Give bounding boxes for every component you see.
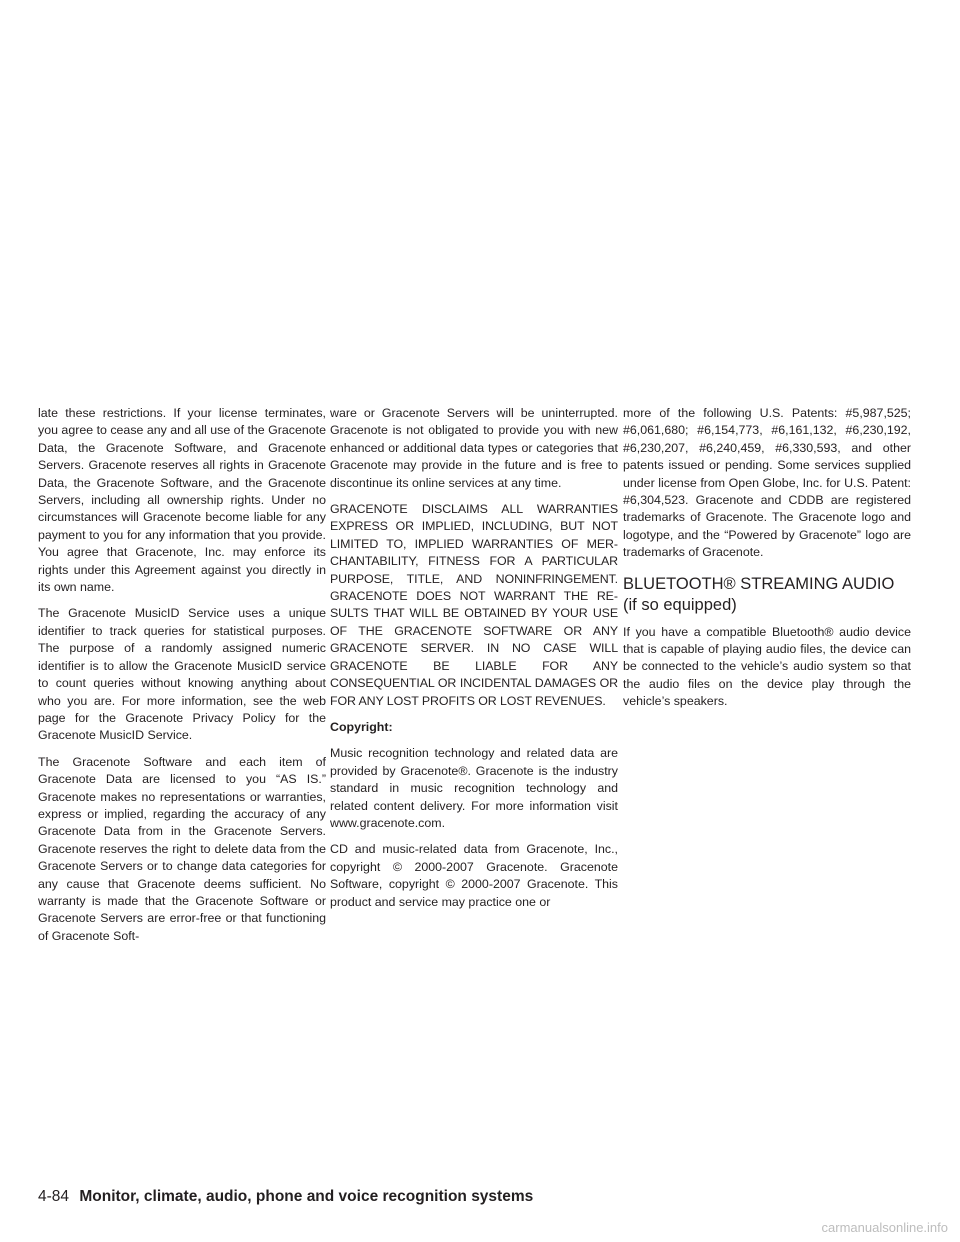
section-title [623,574,911,616]
page-number: 4-84 [38,1188,70,1205]
paragraph: The Gracenote Software and each item of Gracenote Data are licensed to you “AS IS.” Gracenote makes no representations or warranties, express or implied, regarding the accuracy of any Gracenote Data from in the Gracenote Servers. Gracenote reserves the right to delete data from the Gracenote Servers or to change data categories for any cause that Gracenote deems sufficient. No warranty is made that the Gracenote Software or Gracenote Servers are error-free or that functioning of Gracenote Soft- [38,754,326,943]
text-column-3 [623,405,911,720]
page-footer [38,1188,533,1206]
chapter-title: Monitor, climate, audio, phone and voice recognition systems [79,1188,534,1205]
paragraph: CD and music-related data from Gracenote, Inc., copyright © 2000-2007 Gracenote. Gracenote Software, copyright © 2000-2007 Gracenote. This product and service may practice one or [330,842,618,909]
paragraph: late these restrictions. If your license terminates, you agree to cease any and all use of the Gracenote Data, the Gracenote Software, and Gracenote Servers. Gracenote reserves all rights in Gracenote Data, the Gracenote Software, and the Gracenote Servers, including all ownership rights. Under no circumstances will Gracenote become liable for any payment to you for any information that you provide. You agree that Gracenote, Inc. may enforce its rights under this Agreement against you directly in its own name. [38,406,326,595]
watermark: carmanualsonline.info [821,1220,948,1235]
copyright-heading: Copyright: [330,719,393,734]
paragraph: more of the following U.S. Patents: #5,987,525; #6,061,680; #6,154,773, #6,161,132, #6,230,192, #6,230,207, #6,240,459, #6,330,593, and other patents issued or pending. Some services supplied under license from Open Globe, Inc. for U.S. Patent: #6,304,523. Gracenote and CDDB are registered trademarks of Gracenote. The Gracenote logo and logotype, and the “Powered by Gracenote” logo are trademarks of Gracenote. [623,406,911,560]
text-column-1 [38,405,326,954]
section-title-line-2: (if so equipped) [623,595,737,614]
disclaimer-paragraph: GRACENOTE DISCLAIMS ALL WARRANTIES EXPRESS OR IMPLIED, INCLUDING, BUT NOT LIMITED TO, IMPLIED WARRANTIES OF MERCHANTABILITY, FITNESS FOR A PARTICULAR PURPOSE, TITLE, AND NONINFRINGEMENT. GRACENOTE DOES NOT WARRANT THE RESULTS THAT WILL BE OBTAINED BY YOUR USE OF THE GRACENOTE SOFTWARE OR ANY GRACENOTE SERVER. IN NO CASE WILL GRACENOTE BE LIABLE FOR ANY CONSEQUENTIAL OR INCIDENTAL DAMAGES OR FOR ANY LOST PROFITS OR LOST REVENUES. [330,502,618,708]
text-column-2 [330,405,618,920]
paragraph: The Gracenote MusicID Service uses a unique identifier to track queries for statistical purposes. The purpose of a randomly assigned numeric identifier is to allow the Gracenote MusicID service to count queries without knowing anything about who you are. For more information, see the web page for the Gracenote Privacy Policy for the Gracenote MusicID Service. [38,606,326,743]
section-title-line-1: BLUETOOTH® STREAMING AUDIO [623,574,895,593]
paragraph: If you have a compatible Bluetooth® audio device that is capable of playing audio files, the device can be connected to the vehicle’s audio system so that the audio files on the device play through the vehicle’s speakers. [623,624,911,709]
paragraph: Music recognition technology and related data are provided by Gracenote®. Gracenote is the industry standard in music recognition technology and related content delivery. For more information visit www.gracenote.com. [330,746,618,830]
paragraph: ware or Gracenote Servers will be uninterrupted. Gracenote is not obligated to provide you with new enhanced or additional data types or categories that Gracenote may provide in the future and is free to discontinue its online services at any time. [330,406,618,490]
